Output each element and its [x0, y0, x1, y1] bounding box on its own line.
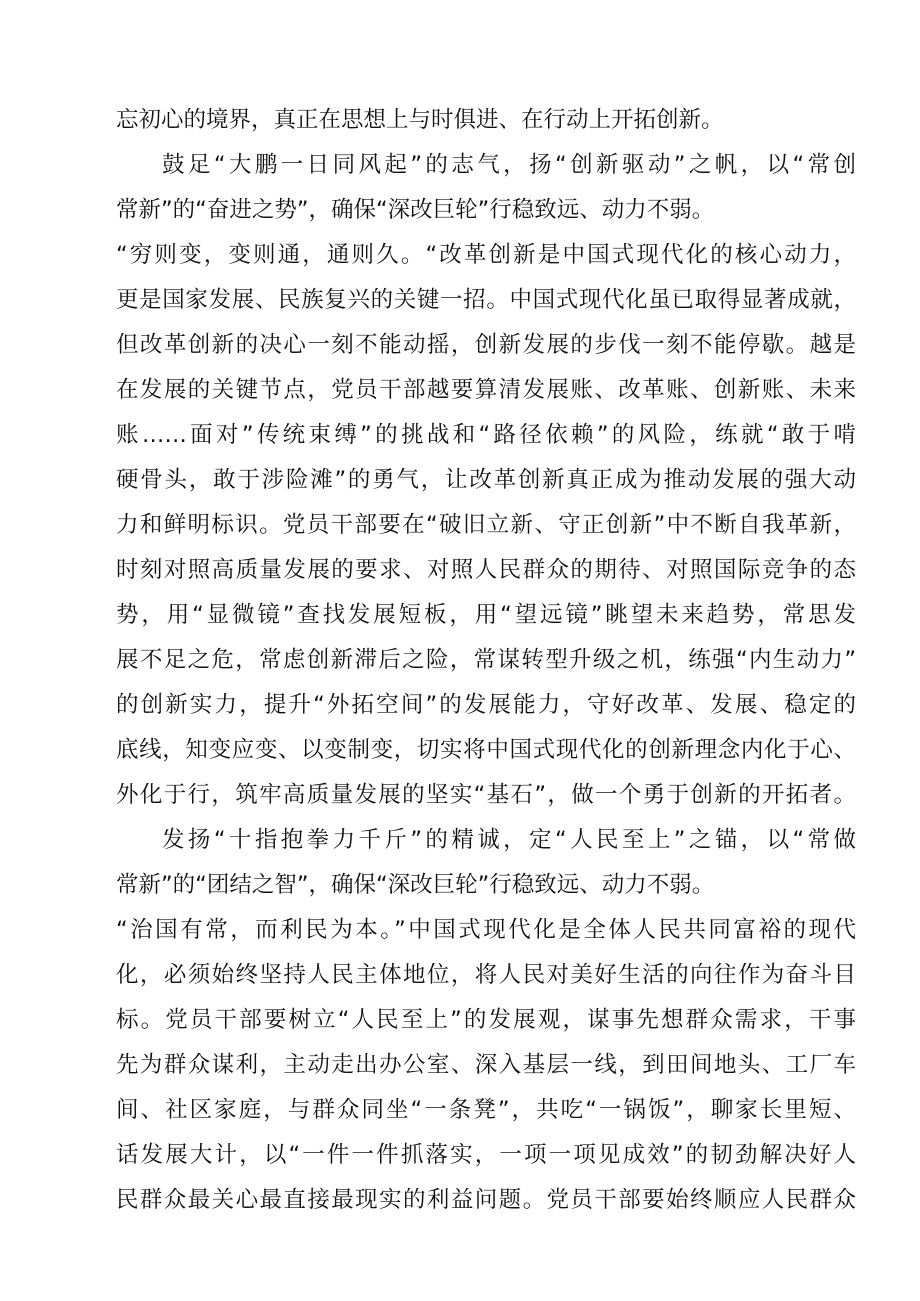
text-line: “穷则变，变则通，通则久。“改革创新是中国式现代化的核心动力， — [116, 242, 856, 268]
text-line: 账……面对”传统束缚”的挑战和“路径依赖”的风险，练就“敢于啃 — [116, 422, 856, 448]
text-line: 忘初心的境界，真正在思想上与时俱进、在行动上开拓创新。 — [116, 107, 724, 133]
text-line: 话发展大计，以“一件一件抓落实，一项一项见成效”的韧劲解决好人 — [116, 1142, 856, 1168]
text-line: “治国有常，而利民为本。”中国式现代化是全体人民共同富裕的现代 — [116, 917, 856, 943]
text-line: 民群众最关心最直接最现实的利益问题。党员干部要始终顺应人民群众 — [116, 1187, 856, 1213]
text-line: 在发展的关键节点，党员干部越要算清发展账、改革账、创新账、未来 — [116, 377, 856, 403]
text-line: 力和鲜明标识。党员干部要在“破旧立新、守正创新”中不断自我革新， — [116, 512, 856, 538]
text-line: 时刻对照高质量发展的要求、对照人民群众的期待、对照国际竞争的态 — [116, 557, 856, 583]
text-line: 底线，知变应变、以变制变，切实将中国式现代化的创新理念内化于心、 — [116, 737, 856, 763]
text-line: 但改革创新的决心一刻不能动摇，创新发展的步伐一刻不能停歇。越是 — [116, 332, 856, 358]
text-line: 展不足之危，常虑创新滞后之险，常谋转型升级之机，练强“内生动力” — [116, 647, 856, 673]
text-line: 更是国家发展、民族复兴的关键一招。中国式现代化虽已取得显著成就， — [116, 287, 856, 313]
text-line: 常新”的“奋进之势”，确保“深改巨轮”行稳致远、动力不弱。 — [116, 197, 715, 223]
text-line: 间、社区家庭，与群众同坐“一条凳”，共吃“一锅饭”，聊家长里短、 — [116, 1097, 856, 1123]
paragraph-start-line: 发扬“十指抱拳力千斤”的精诚，定“人民至上”之锚，以“常做 — [162, 827, 856, 853]
text-line: 外化于行，筑牢高质量发展的坚实“基石”，做一个勇于创新的开拓者。 — [116, 782, 856, 808]
paragraph-start-line: 鼓足“大鹏一日同风起”的志气，扬“创新驱动”之帆，以“常创 — [162, 152, 856, 178]
text-line: 化，必须始终坚持人民主体地位，将人民对美好生活的向往作为奋斗目 — [116, 962, 856, 988]
text-line: 的创新实力，提升“外拓空间”的发展能力，守好改革、发展、稳定的 — [116, 692, 856, 718]
text-line: 势，用“显微镜”查找发展短板，用“望远镜”眺望未来趋势，常思发 — [116, 602, 856, 628]
text-line: 常新”的“团结之智”，确保“深改巨轮”行稳致远、动力不弱。 — [116, 872, 715, 898]
text-line: 硬骨头，敢于涉险滩”的勇气，让改革创新真正成为推动发展的强大动 — [116, 467, 856, 493]
text-line: 标。党员干部要树立“人民至上”的发展观，谋事先想群众需求，干事 — [116, 1007, 856, 1033]
text-line: 先为群众谋利，主动走出办公室、深入基层一线，到田间地头、工厂车 — [116, 1052, 856, 1078]
